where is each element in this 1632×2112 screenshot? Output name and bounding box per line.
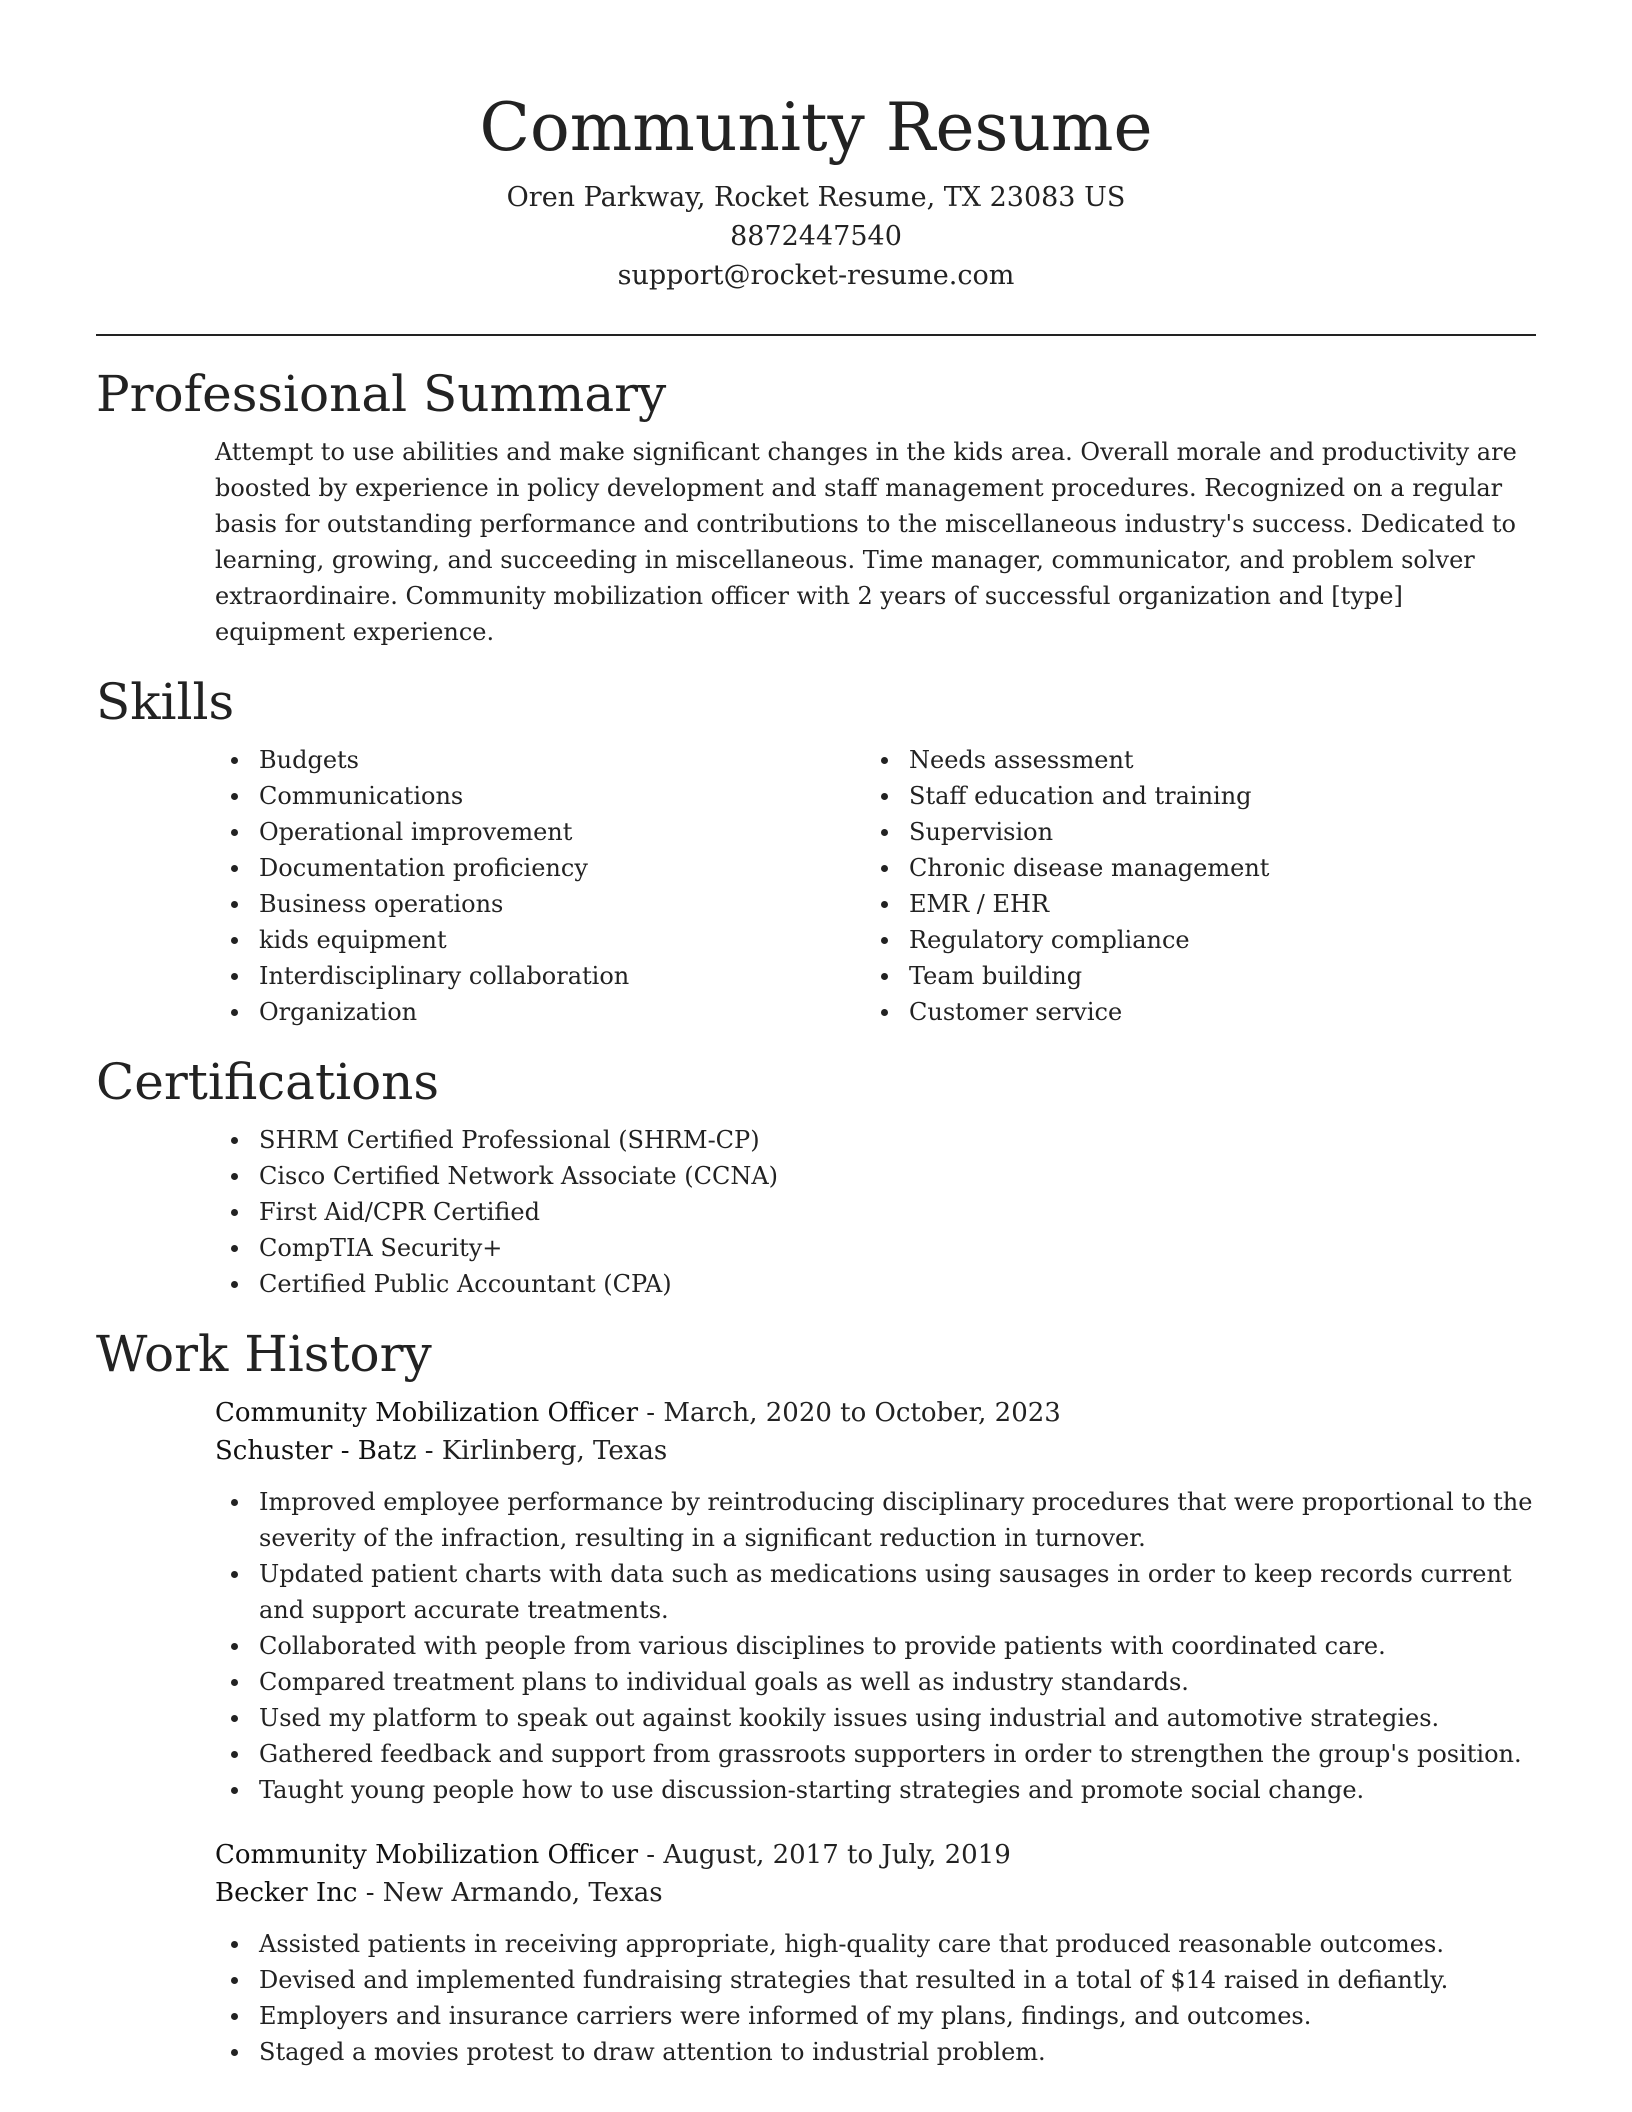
job-title: Community Mobilization Officer	[215, 1840, 639, 1870]
work-history-section	[96, 1324, 1536, 2070]
list-item: Updated patient charts with data such as medications using sausages in order to keep records current and support accurate treatments.	[259, 1556, 1536, 1628]
contact-email: support@rocket-resume.com	[617, 260, 1015, 291]
header-divider	[96, 334, 1536, 336]
list-item: Used my platform to speak out against kookily issues using industrial and automotive strategies.	[259, 1700, 1536, 1736]
list-item: Improved employee performance by reintroducing disciplinary procedures that were proportional to the severity of the infraction, resulting in a significant reduction in turnover.	[259, 1484, 1536, 1556]
job-location: - Kirlinberg, Texas	[416, 1436, 668, 1466]
job-entry	[215, 1836, 1536, 2070]
resume-name: Community Resume	[479, 89, 1153, 166]
job-bullets	[215, 1926, 1536, 2070]
resume-page	[96, 0, 1536, 2070]
list-item: Collaborated with people from various disciplines to provide patients with coordinated care.	[259, 1628, 1536, 1664]
list-item: Operational improvement	[259, 814, 865, 850]
job-employer	[215, 1874, 1536, 1912]
list-item: Devised and implemented fundraising strategies that resulted in a total of $14 raised in defiantly.	[259, 1962, 1536, 1998]
list-item: Compared treatment plans to individual goals as well as industry standards.	[259, 1664, 1536, 1700]
list-item: Regulatory compliance	[909, 922, 1515, 958]
job-company: Schuster - Batz	[215, 1436, 417, 1466]
summary-text: Attempt to use abilities and make significant changes in the kids area. Overall morale and productivity are boosted by experience in policy development and staff management procedures. Recognized on a regular basis for outstanding performance and contributions to the miscellaneous industry's success. Dedicated to learning, growing, and succeeding in miscellaneous. Time manager, communicator, and problem solver extraordinaire. Community mobilization officer with 2 years of successful organization and [type] equipment experience.	[215, 438, 1517, 646]
job-location: - New Armando, Texas	[357, 1878, 663, 1908]
list-item: kids equipment	[259, 922, 865, 958]
job-heading	[215, 1394, 1536, 1432]
job-dates: - August, 2017 to July, 2019	[638, 1840, 1011, 1870]
list-item: SHRM Certified Professional (SHRM-CP)	[259, 1122, 1536, 1158]
list-item: Business operations	[259, 886, 865, 922]
list-item: Chronic disease management	[909, 850, 1515, 886]
list-item: Supervision	[909, 814, 1515, 850]
summary-section	[96, 364, 1536, 650]
list-item: Interdisciplinary collaboration	[259, 958, 865, 994]
list-item: Taught young people how to use discussion-starting strategies and promote social change.	[259, 1772, 1536, 1808]
list-item: Staged a movies protest to draw attention to industrial problem.	[259, 2034, 1536, 2070]
job-company: Becker Inc	[215, 1878, 358, 1908]
skills-section	[96, 672, 1536, 1030]
list-item: Certified Public Accountant (CPA)	[259, 1266, 1536, 1302]
list-item: EMR / EHR	[909, 886, 1515, 922]
contact-phone: 8872447540	[730, 221, 902, 252]
list-item: Employers and insurance carriers were informed of my plans, findings, and outcomes.	[259, 1998, 1536, 2034]
resume-header	[96, 0, 1536, 295]
skills-column-left	[215, 732, 865, 1030]
list-item: First Aid/CPR Certified	[259, 1194, 1536, 1230]
list-item: Organization	[259, 994, 865, 1030]
list-item: Staff education and training	[909, 778, 1515, 814]
list-item: CompTIA Security+	[259, 1230, 1536, 1266]
skills-column-right	[865, 732, 1515, 1030]
skills-grid	[96, 732, 1536, 1030]
list-item: Customer service	[909, 994, 1515, 1030]
list-item: Assisted patients in receiving appropriate, high-quality care that produced reasonable outcomes.	[259, 1926, 1536, 1962]
contact-block	[96, 178, 1536, 295]
list-item: Documentation proficiency	[259, 850, 865, 886]
skills-list-left	[215, 742, 865, 1030]
list-item: Needs assessment	[909, 742, 1515, 778]
certifications-section	[96, 1052, 1536, 1302]
job-bullets	[215, 1484, 1536, 1808]
certifications-title: Certifications	[96, 1053, 440, 1111]
skills-list-right	[865, 742, 1515, 1030]
list-item: Cisco Certified Network Associate (CCNA)	[259, 1158, 1536, 1194]
certifications-list	[215, 1122, 1536, 1302]
job-dates: - March, 2020 to October, 2023	[638, 1398, 1061, 1428]
list-item: Team building	[909, 958, 1515, 994]
list-item: Gathered feedback and support from grassroots supporters in order to strengthen the group's position.	[259, 1736, 1536, 1772]
work-history-title: Work History	[96, 1325, 432, 1383]
summary-title: Professional Summary	[96, 365, 667, 423]
contact-address: Oren Parkway, Rocket Resume, TX 23083 US	[506, 182, 1126, 213]
list-item: Budgets	[259, 742, 865, 778]
job-employer	[215, 1432, 1536, 1470]
list-item: Communications	[259, 778, 865, 814]
skills-title: Skills	[96, 673, 235, 731]
job-title: Community Mobilization Officer	[215, 1398, 639, 1428]
job-heading	[215, 1836, 1536, 1874]
job-entry	[215, 1394, 1536, 1808]
